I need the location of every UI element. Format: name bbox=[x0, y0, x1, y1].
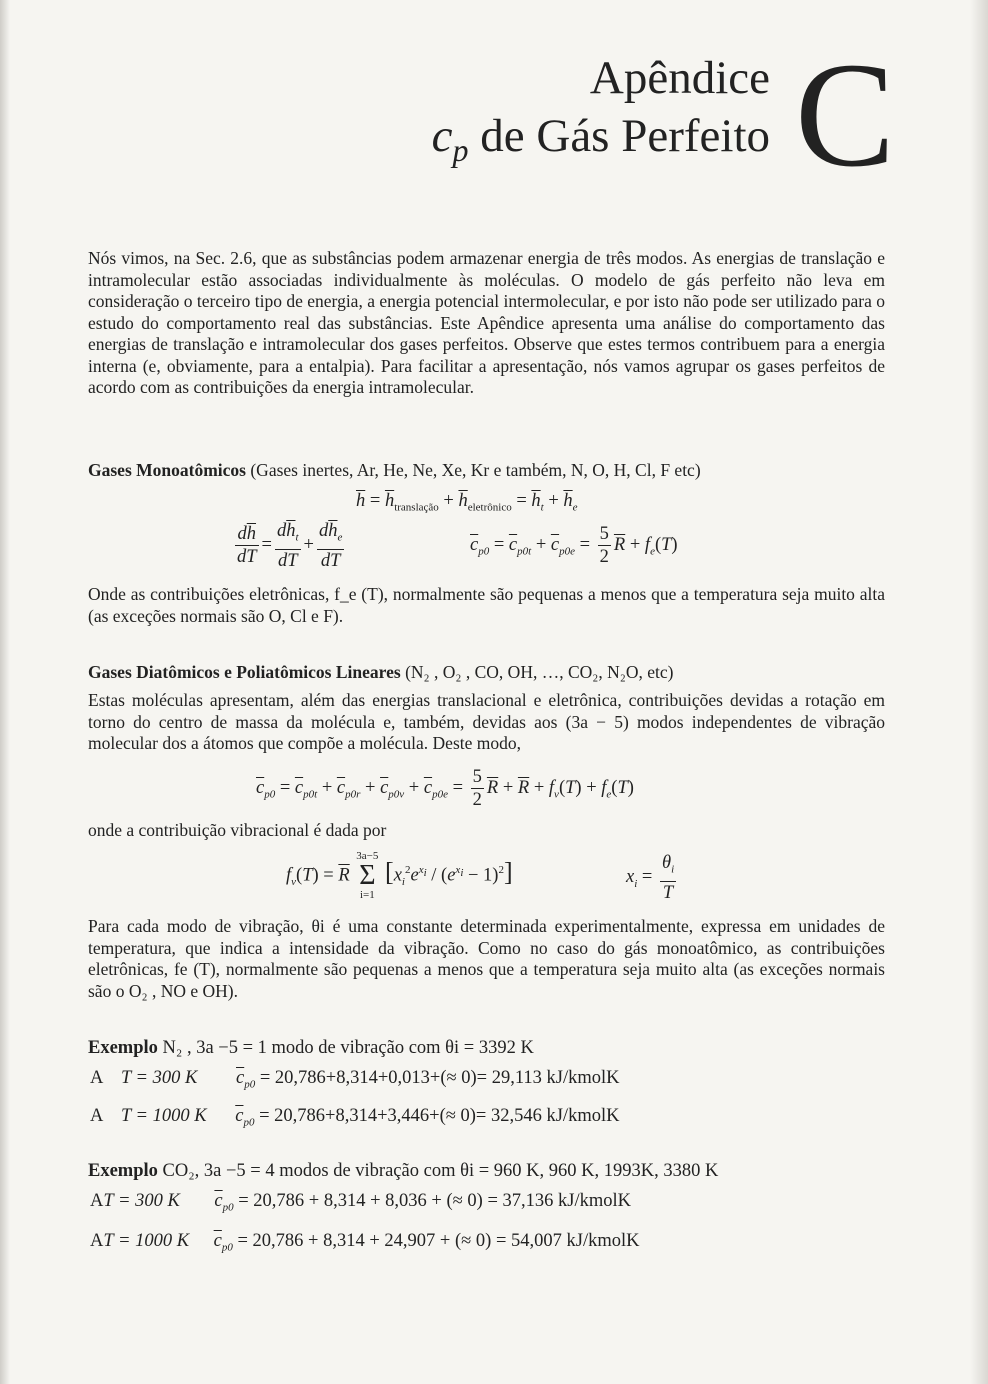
sub-translacao: translação bbox=[394, 501, 439, 514]
example-1-header bbox=[88, 1037, 534, 1059]
example-1-row-2-terms: = 20,786+8,314+3,446+(≈ 0)= 32,546 kJ/kmolK bbox=[259, 1106, 620, 1126]
example-1-row-1-temp: T = 300 K bbox=[120, 1068, 198, 1088]
intro-paragraph: Nós vimos, na Sec. 2.6, que as substâncias podem armazenar energia de três modos. As energias de translação e intramolecular estão associadas individualmente às moléculas. O modelo de gás perfeito não leva em consideração o terceiro tipo de energia, a energia potencial intermolecular, e por isto não pode ser utilizado para o estudo do comportamento real das substâncias. Este Apêndice apresenta uma análise do comportamento das energias de translação e intramolecular dos gases perfeitos. Observe que estes termos contribuem para a energia interna (e, obviamente, para a entalpia). Para facilitar a apresentação, nós vamos agrupar os gases perfeitos de acordo com as contribuições da energia intramolecular. bbox=[88, 248, 885, 397]
example-1-row-2-temp: T = 1000 K bbox=[120, 1106, 207, 1126]
example-2-row-2: AT = 1000 K $\overline{c}_{p0} = 20,786 + 8,314 + 24,907$ + (≈ 0) = 54,007 kJ/kmolK bbox=[90, 1231, 640, 1254]
example-1-description: N₂ , 3a −5 = 1 modo de vibração com θi = 3392 K bbox=[162, 1038, 534, 1058]
page-edge bbox=[970, 0, 988, 1384]
diatomic-heading-rest: (N₂ , O₂ , CO, OH, …, CO₂, N₂O, etc) bbox=[400, 662, 674, 682]
vibration-explanation: Para cada modo de vibração, θi é uma constante determinada experimentalmente, expressa em unidades de temperatura, que indica a intensidade da vibração. Como no caso do gás monoatômico, as contribuições eletrônicas, fe (T), normalmente são pequenas a menos que a temperatura seja muito alta (as exceções normais são o O₂ , NO e OH). bbox=[88, 916, 885, 1001]
sub-eletronico: eletrônico bbox=[467, 501, 512, 514]
example-2-row-1: AT = 300 K $\overline{c}_{p0} = 20,786 + 8,314 + 8,036$ + (≈ 0) = 37,136 kJ/kmolK bbox=[90, 1191, 631, 1214]
example-1-row-1-at: A bbox=[90, 1068, 103, 1088]
example-2-row-1-temp: T = 300 K bbox=[103, 1191, 180, 1211]
sum-lower-limit: i=1 bbox=[359, 889, 375, 901]
cp-symbol: c bbox=[431, 110, 453, 162]
monoatomic-heading-line bbox=[88, 460, 885, 482]
enthalpy-sum-equation: $\overline{h} = \overline{h}_{translação} + \overline{h}_{eletrônico} = \overline{h}_t + \overline{h}_e$ bbox=[356, 491, 578, 514]
diatomic-heading: Gases Diatômicos e Poliatômicos Lineares bbox=[88, 662, 401, 682]
xi-definition-equation: $x_i$ = $\frac{\theta_i}{T}$ bbox=[626, 853, 675, 903]
sum-upper-limit: 3a−5 bbox=[356, 850, 379, 862]
monoatomic-heading-rest: (Gases inertes, Ar, He, Ne, Xe, Kr e também, N, O, H, Cl, F etc) bbox=[245, 460, 701, 480]
example-2-header bbox=[88, 1160, 718, 1182]
appendix-title: Apêndice bbox=[589, 52, 770, 104]
vibrational-sum-equation: $f_v(T) = \overline{R}$ 3a−5 Σ i=1 $[x_i^2e^{x_i} / (e^{x_i} - 1)^2]$ bbox=[286, 850, 513, 901]
subtitle-text: de Gás Perfeito bbox=[480, 110, 770, 162]
example-2-row-2-at: A bbox=[90, 1231, 104, 1251]
example-1-row-2: A T = 1000 K $\overline{c}_{p0} = 20,786+8,314+3,446+(\approx 0)= 32,546$ kJ/kmolK bbox=[90, 1106, 620, 1129]
example-1-label: Exemplo bbox=[88, 1038, 158, 1058]
monoatomic-note: Onde as contribuições eletrônicas, f_e (T), normalmente são pequenas a menos que a temperatura seja muito alta (as exceções normais são O, Cl e F). bbox=[88, 584, 885, 626]
cp-subscript: p bbox=[452, 132, 469, 168]
example-2-row-2-temp: T = 1000 K bbox=[103, 1231, 190, 1251]
vibrational-intro: onde a contribuição vibracional é dada por bbox=[88, 820, 387, 840]
example-2-row-1-terms: = 20,786 + 8,314 + 8,036 + (≈ 0) = 37,136 kJ/kmolK bbox=[238, 1191, 631, 1211]
enthalpy-derivative-equation: $\frac{d\overline{h}}{dT}$ = $\frac{d\overline{h}_t}{dT}$ + $\frac{d\overline{h}_e}{dT}$ bbox=[237, 521, 343, 571]
example-2-description: CO₂, 3a −5 = 4 modos de vibração com θi = 960 K, 960 K, 1993K, 3380 K bbox=[162, 1161, 719, 1181]
example-1-row-1-terms: = 20,786+8,314+0,013+(≈ 0)= 29,113 kJ/kmolK bbox=[259, 1068, 620, 1088]
diatomic-heading-line bbox=[88, 662, 885, 684]
monoatomic-heading: Gases Monoatômicos bbox=[88, 460, 246, 480]
appendix-subtitle bbox=[432, 110, 770, 176]
example-2-row-2-terms: = 20,786 + 8,314 + 24,907 + (≈ 0) = 54,007 kJ/kmolK bbox=[237, 1231, 640, 1251]
example-1-row-2-at: A bbox=[90, 1106, 103, 1126]
example-2-row-1-at: A bbox=[90, 1191, 104, 1211]
diatomic-cp-equation: $\overline{c}_{p0} = \overline{c}_{p0t} + \overline{c}_{p0r} + \overline{c}_{p0v} + \overline{c}_{p0e}$ = $\frac{5}{2}$ $\overline{R} + \overline{R} + f_v(T) + f_e(T)$ bbox=[256, 767, 634, 810]
monoatomic-cp-equation: $\overline{c}_{p0} = \overline{c}_{p0t} + \overline{c}_{p0e}$ = $\frac{5}{2}$ $\overline{R} + f_e(T)$ bbox=[470, 524, 678, 567]
diatomic-paragraph: Estas moléculas apresentam, além das energias translacional e eletrônica, contribuições devidas a rotação em torno do centro de massa da molécula e, também, devidas aos (3a − 5) modos independentes de vibração molecular dos a átomos que compõe a molécula. Deste modo, bbox=[88, 690, 885, 753]
example-1-row-1: A T = 300 K $\overline{c}_{p0} = 20,786+8,314+0,013+(\approx 0)= 29,113$ kJ/kmolK bbox=[90, 1068, 620, 1091]
example-2-label: Exemplo bbox=[88, 1161, 158, 1181]
appendix-letter: C bbox=[795, 32, 896, 198]
page-spine-shadow bbox=[0, 0, 10, 1384]
